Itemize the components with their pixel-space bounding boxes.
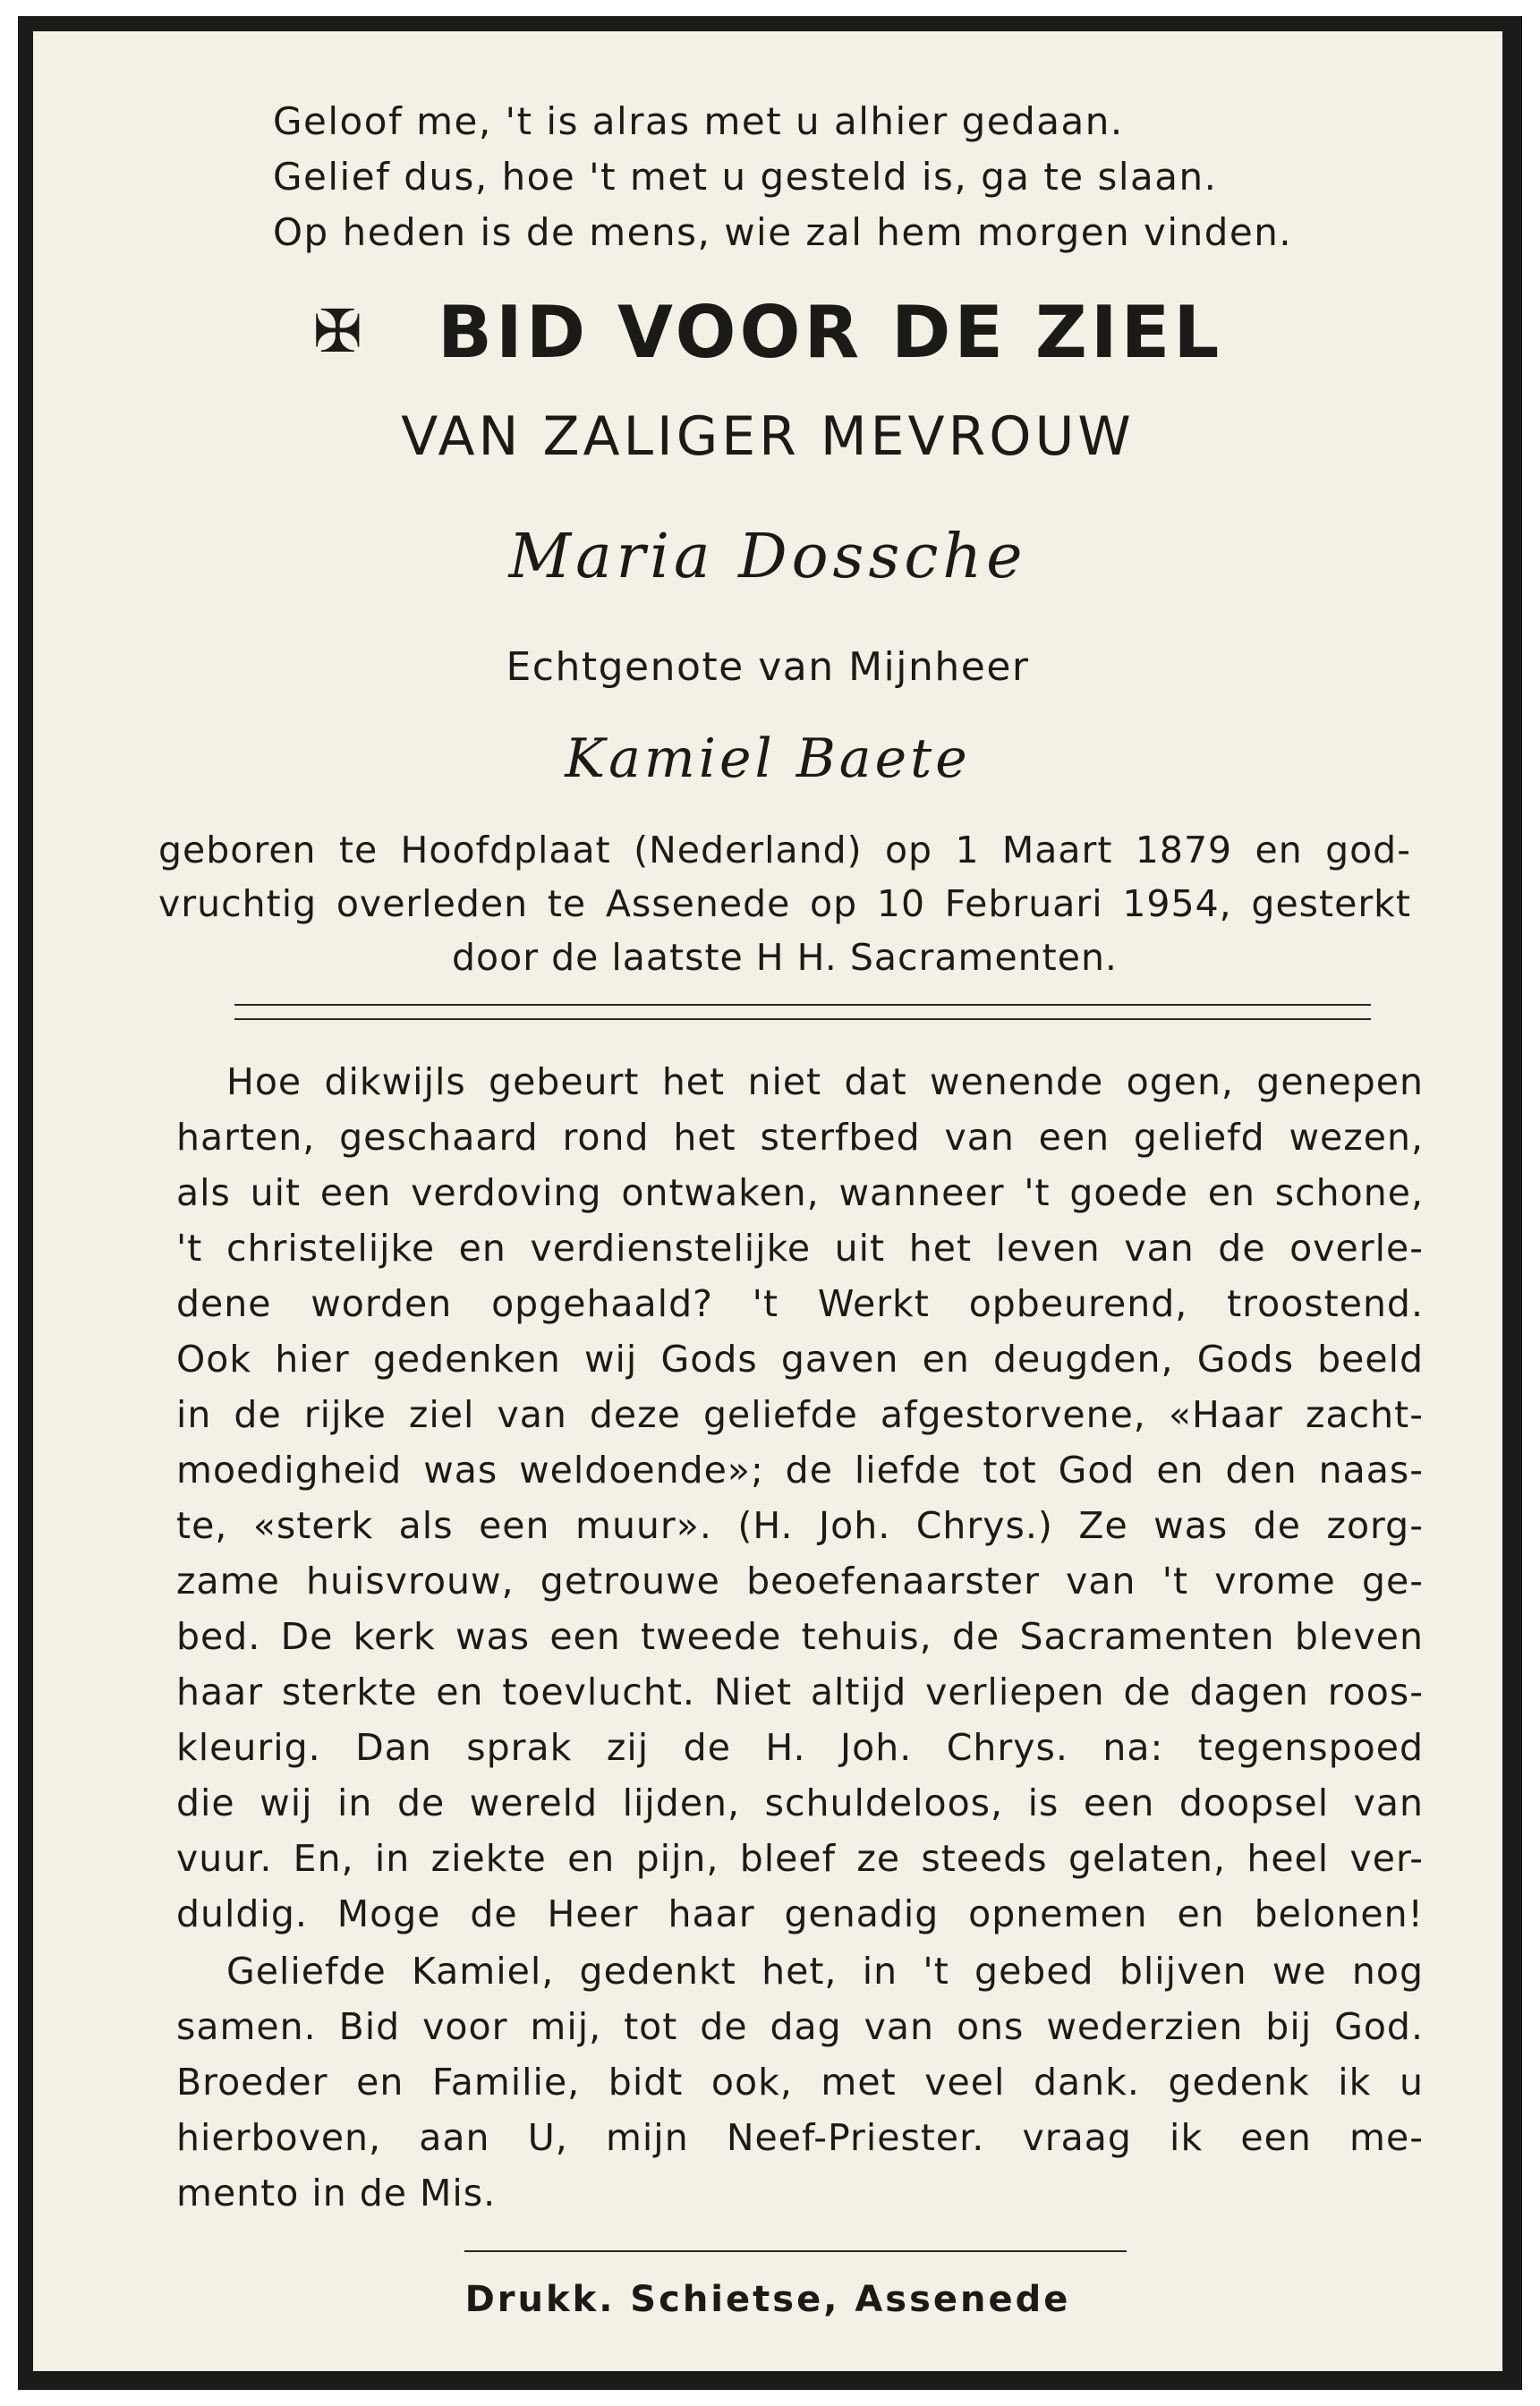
text-line: haar sterkte en toevlucht. Niet altijd verliepen de dagen roos- — [176, 1671, 1424, 1713]
prayer-heading — [33, 291, 1502, 374]
text-line: hierboven, aan U, mijn Neef-Priester. vraag ik een me- — [176, 2116, 1424, 2159]
text-line: te, «sterk als een muur». (H. Joh. Chrys.) Ze was de zorg- — [176, 1504, 1424, 1547]
text-line: Hoe dikwijls gebeurt het niet dat wenende ogen, genepen — [226, 1060, 1424, 1103]
heading-subtitle: VAN ZALIGER MEVROUW — [401, 405, 1135, 468]
bio-line: geboren te Hoofdplaat (Nederland) op 1 Maart 1879 en god- — [158, 829, 1411, 871]
opening-verse — [273, 94, 1347, 260]
text-line: Geliefde Kamiel, gedenkt het, in 't gebed blijven we nog — [226, 1950, 1424, 1993]
text-line: samen. Bid voor mij, tot de dag van ons wederzien bij God. — [176, 2005, 1424, 2048]
text-line: mento in de Mis. — [176, 2172, 497, 2215]
memorial-text — [176, 1054, 1424, 2221]
text-line: zame huisvrouw, getrouwe beoefenaarster van 't vrome ge- — [176, 1560, 1424, 1603]
cross-icon: ✠ — [312, 297, 367, 366]
text-line: die wij in de wereld lijden, schuldeloos, is een doopsel van — [176, 1781, 1424, 1824]
text-line: Broeder en Familie, bidt ook, met veel dank. gedenk ik u — [176, 2061, 1424, 2104]
memorial-card — [18, 16, 1522, 2390]
spouse-name: Kamiel Baete — [565, 727, 971, 790]
spouse-intro: Echtgenote van Mijnheer — [506, 644, 1030, 690]
text-line: als uit een verdoving ontwaken, wanneer 't goede en schone, — [176, 1171, 1424, 1214]
printer-credit: Drukk. Schietse, Assenede — [464, 2279, 1071, 2320]
text-line: kleurig. Dan sprak zij de H. Joh. Chrys. na: tegenspoed — [176, 1726, 1424, 1769]
text-line: harten, geschaard rond het sterfbed van een geliefd wezen, — [176, 1116, 1424, 1159]
text-line: 't christelijke en verdienstelijke uit het leven van de overle- — [176, 1227, 1424, 1270]
bio-line: vruchtig overleden te Assenede op 10 Februari 1954, gesterkt — [158, 882, 1411, 925]
divider-line — [234, 1004, 1371, 1006]
text-line: moedigheid was weldoende»; de liefde tot God en den naas- — [176, 1449, 1424, 1492]
verse-line: Op heden is de mens, wie zal hem morgen vinden. — [273, 210, 1293, 254]
text-line: in de rijke ziel van deze geliefde afgestorvene, «Haar zacht- — [176, 1393, 1424, 1436]
biography — [158, 823, 1411, 984]
verse-line: Geloof me, 't is alras met u alhier gedaan. — [273, 99, 1124, 143]
text-line: bed. De kerk was een tweede tehuis, de Sacramenten bleven — [176, 1615, 1424, 1658]
text-line: dene worden opgehaald? 't Werkt opbeurend, troostend. — [176, 1282, 1424, 1325]
deceased-name: Maria Dossche — [508, 522, 1027, 592]
card-paper — [33, 31, 1502, 2371]
text-line: duldig. Moge de Heer haar genadig opnemen en belonen! — [176, 1892, 1424, 1935]
text-line: Ook hier gedenken wij Gods gaven en deugden, Gods beeld — [176, 1338, 1424, 1381]
heading-title: BID VOOR DE ZIEL — [438, 291, 1223, 374]
divider-line — [234, 1018, 1371, 1020]
verse-line: Gelief dus, hoe 't met u gesteld is, ga te slaan. — [273, 155, 1218, 199]
footer-divider — [464, 2250, 1127, 2252]
text-line: vuur. En, in ziekte en pijn, bleef ze steeds gelaten, heel ver- — [176, 1837, 1424, 1880]
bio-line: door de laatste H H. Sacramenten. — [452, 936, 1118, 979]
